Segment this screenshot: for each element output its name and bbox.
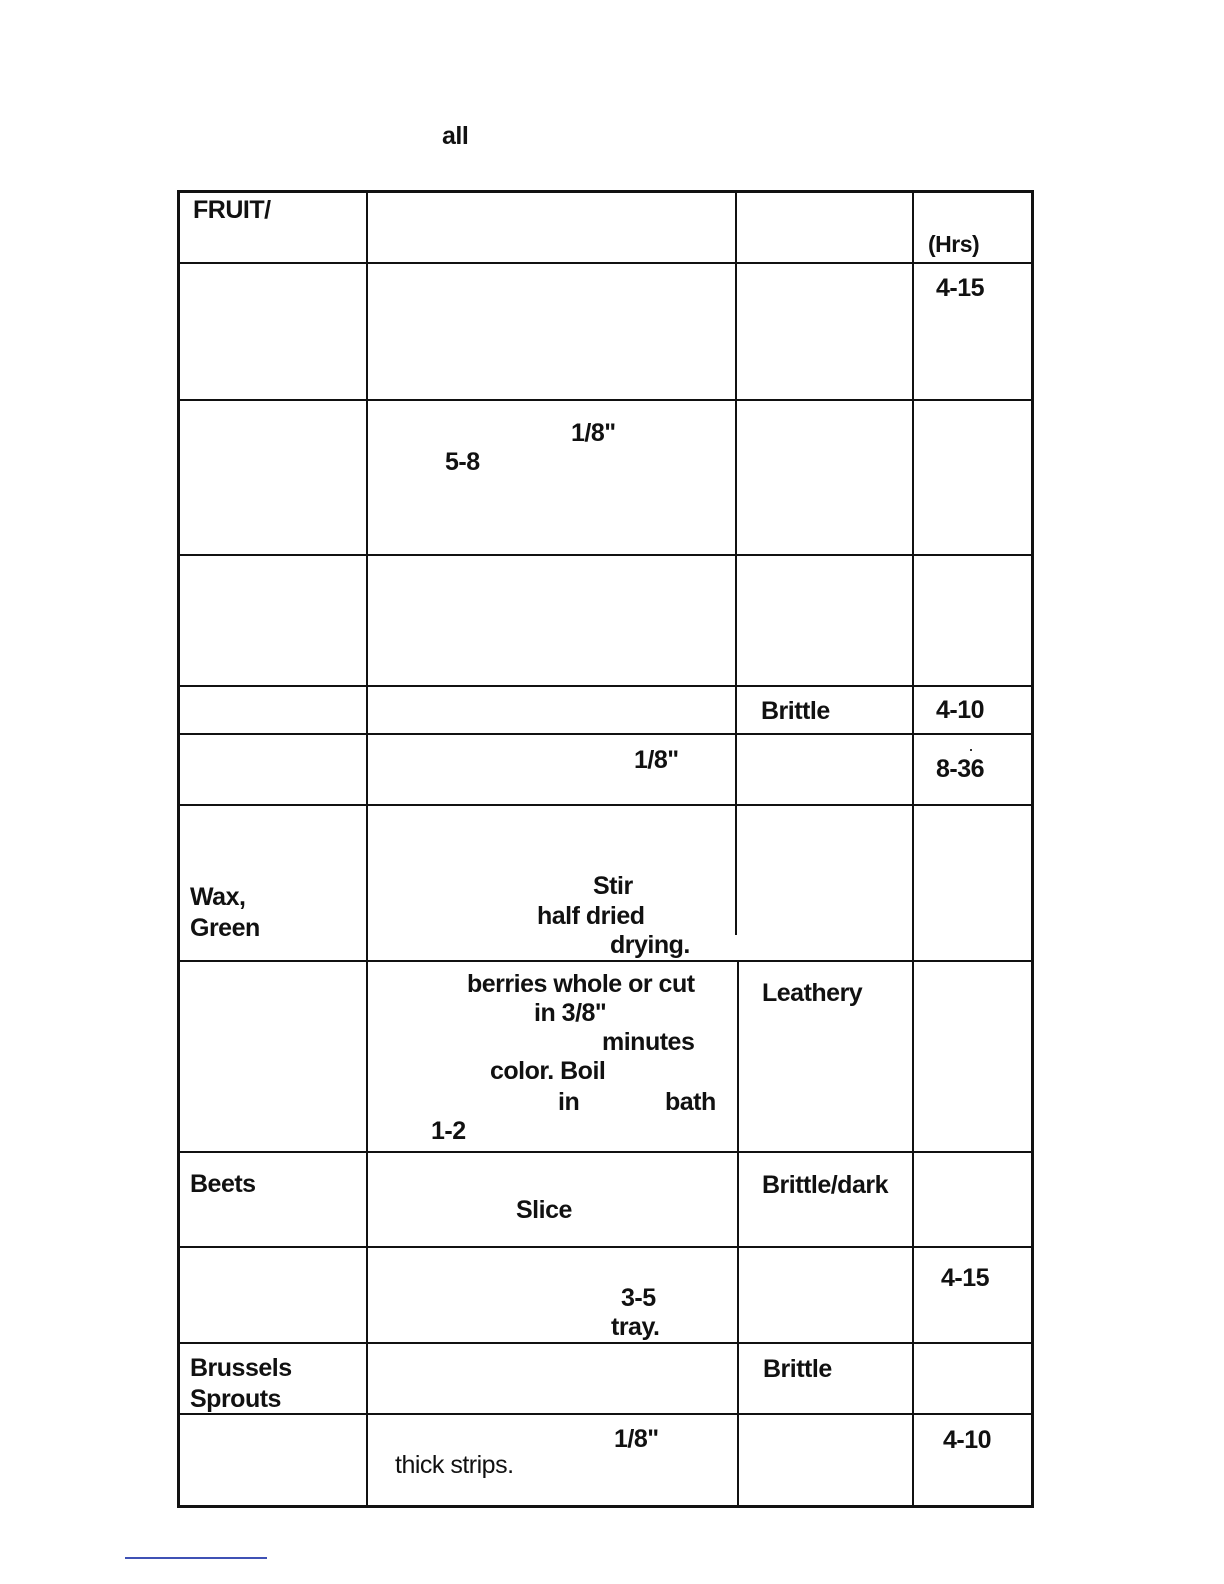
row-divider bbox=[177, 960, 1034, 962]
table-frame bbox=[177, 190, 1034, 1508]
table-cell-vegetable: Wax, bbox=[190, 883, 246, 911]
table-cell-instructions: in 3/8" bbox=[534, 999, 607, 1027]
table-cell-hours: 4-15 bbox=[941, 1264, 990, 1292]
header-hours-label: (Hrs) bbox=[928, 231, 980, 257]
table-cell-instructions: tray. bbox=[611, 1313, 660, 1341]
table-cell-vegetable: Green bbox=[190, 914, 260, 942]
table-cell-instructions: half dried bbox=[537, 902, 645, 930]
row-divider bbox=[177, 262, 1034, 264]
footer-underline bbox=[125, 1557, 267, 1559]
table-cell-instructions: color. Boil bbox=[490, 1057, 606, 1085]
table-cell-dryness: Leathery bbox=[762, 979, 863, 1007]
table-cell-instructions: Slice bbox=[516, 1196, 572, 1224]
table-cell-instructions: 1/8" bbox=[614, 1425, 659, 1453]
table-cell-dryness: Brittle bbox=[763, 1355, 832, 1383]
table-cell-instructions: 1-2 bbox=[431, 1117, 466, 1145]
table-cell-instructions: 5-8 bbox=[445, 448, 480, 476]
table-cell-hours: 4-15 bbox=[936, 274, 985, 302]
table-cell-instructions: in bbox=[558, 1088, 580, 1116]
table-cell-vegetable: Sprouts bbox=[190, 1385, 281, 1413]
table-cell-hours: 8-36 bbox=[936, 755, 985, 783]
table-cell-instructions: drying. bbox=[610, 931, 690, 959]
table-cell-hours: 4-10 bbox=[936, 696, 985, 724]
table-cell-instructions: bath bbox=[665, 1088, 716, 1116]
table-cell-instructions: Stir bbox=[593, 872, 633, 900]
column-divider-2b bbox=[737, 960, 739, 1508]
table-cell-vegetable: Beets bbox=[190, 1170, 256, 1198]
table-cell-dryness: Brittle/dark bbox=[762, 1171, 888, 1199]
row-divider bbox=[177, 685, 1034, 687]
column-divider-3 bbox=[912, 190, 914, 1508]
row-divider bbox=[177, 1342, 1034, 1344]
row-divider bbox=[177, 1151, 1034, 1153]
table-cell-dryness: Brittle bbox=[761, 697, 830, 725]
column-divider-1 bbox=[366, 190, 368, 1508]
row-divider bbox=[177, 1413, 1034, 1415]
row-divider bbox=[177, 554, 1034, 556]
table-cell-instructions: 1/8" bbox=[571, 419, 616, 447]
table-cell-hours: 4-10 bbox=[943, 1426, 992, 1454]
header-fruit-label: FRUIT/ bbox=[193, 196, 271, 224]
table-cell-instructions: minutes bbox=[602, 1028, 695, 1056]
row-divider bbox=[177, 733, 1034, 735]
table-cell-instructions: thick strips. bbox=[395, 1451, 514, 1479]
intro-text: all bbox=[442, 122, 469, 150]
row-divider bbox=[177, 804, 1034, 806]
table-cell-instructions: 3-5 bbox=[621, 1284, 656, 1312]
row-divider bbox=[177, 399, 1034, 401]
table-cell-vegetable: Brussels bbox=[190, 1354, 292, 1382]
table-cell-instructions: 1/8" bbox=[634, 746, 679, 774]
speck-mark bbox=[970, 749, 972, 751]
column-divider-2 bbox=[735, 190, 737, 935]
table-cell-instructions: berries whole or cut bbox=[467, 970, 695, 998]
row-divider bbox=[177, 1246, 1034, 1248]
